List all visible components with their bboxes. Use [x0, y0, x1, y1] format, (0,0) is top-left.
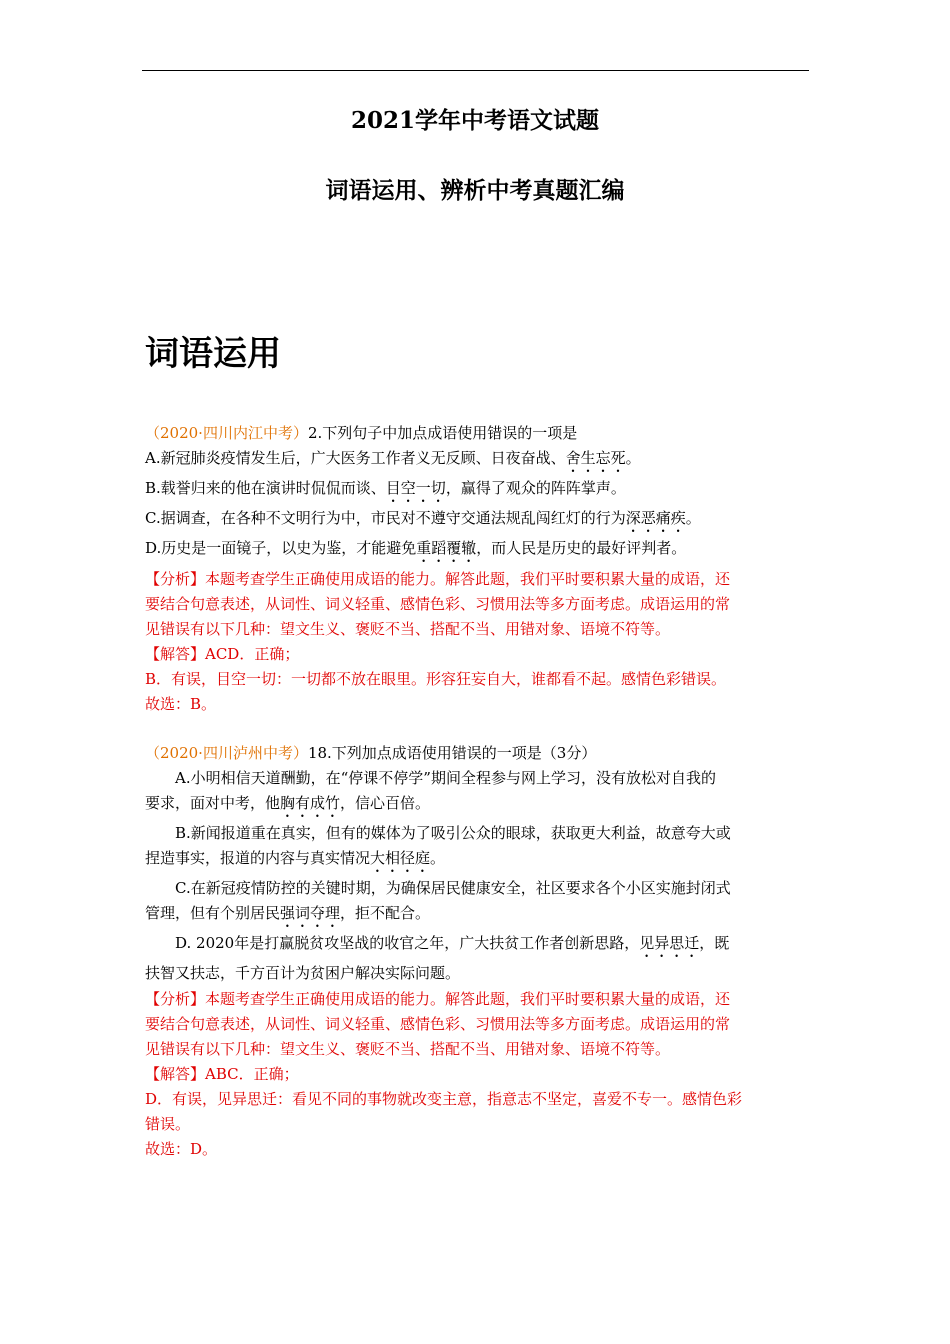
- q2-d-idiom: 见异思迁: [639, 934, 700, 952]
- q2-option-c-line-1: C.在新冠疫情防控的关键时期，为确保居民健康安全，社区要求各个小区实施封闭式: [175, 879, 731, 897]
- q1-analysis-line-3: 见错误有以下几种：望文生义、褒贬不当、搭配不当、用错对象、语境不符等。: [145, 620, 671, 638]
- q1-option-d: [145, 538, 686, 566]
- q2-c-end: ，拒不配合。: [340, 904, 431, 922]
- q1-explanation: B．有误，目空一切：一切都不放在眼里。形容狂妄自大，谁都看不起。感情色彩错误。: [145, 670, 727, 688]
- q1-option-a: [145, 448, 641, 476]
- q2-c-idiom: 强词夺理: [280, 904, 341, 922]
- q2-d-text: D. 2020年是打赢脱贫攻坚战的收官之年，广大扶贫工作者创新思路，: [175, 934, 640, 952]
- q2-a-end: ，信心百倍。: [340, 794, 431, 812]
- q1-source: （2020·四川内江中考）: [145, 424, 308, 442]
- q2-option-c-line-2: [145, 903, 430, 931]
- q2-b-idiom: 大相径庭: [370, 849, 431, 867]
- q1-a-idiom: 舍生忘死: [565, 449, 626, 467]
- q1-d-text: D.历史是一面镜子，以史为鉴，才能避免: [145, 539, 417, 557]
- q1-stem-line: [145, 423, 577, 443]
- q2-option-b-line-2: [145, 848, 445, 876]
- q2-explanation-line-2: 错误。: [145, 1115, 191, 1133]
- section-heading: 词语运用: [145, 334, 281, 374]
- q1-a-end: 。: [625, 449, 641, 467]
- q1-c-end: 。: [685, 509, 701, 527]
- q1-a-text: A.新冠肺炎疫情发生后，广大医务工作者义无反顾、日夜奋战、: [145, 449, 566, 467]
- q2-source: （2020·四川泸州中考）: [145, 744, 308, 762]
- q1-analysis-line-2: 要结合句意表述，从词性、词义轻重、感情色彩、习惯用法等多方面考虑。成语运用的常: [145, 595, 731, 613]
- q2-b-text: 捏造事实，报道的内容与真实情况: [145, 849, 371, 867]
- q1-answer: 【解答】ACD．正确；: [145, 645, 300, 663]
- header-rule: [142, 70, 809, 71]
- q2-d-end: ，既: [699, 934, 730, 952]
- q1-c-idiom: 深恶痛疾: [625, 509, 686, 527]
- q1-b-idiom: 目空一切: [385, 479, 446, 497]
- q1-option-b: [145, 478, 626, 506]
- q2-choice: 故选：D。: [145, 1140, 218, 1158]
- q1-d-idiom: 重蹈覆辙: [416, 539, 477, 557]
- q1-b-end: ，赢得了观众的阵阵掌声。: [445, 479, 626, 497]
- q2-option-a-line-1: A.小明相信天道酬勤，在“停课不停学”期间全程参与网上学习，没有放松对自我的: [175, 769, 716, 787]
- q2-option-b-line-1: B.新闻报道重在真实，但有的媒体为了吸引公众的眼球，获取更大利益，故意夸大或: [175, 824, 731, 842]
- q2-explanation-line-1: D．有误，见异思迁：看见不同的事物就改变主意，指意志不坚定，喜爱不专一。感情色彩: [145, 1090, 743, 1108]
- q2-stem: 18.下列加点成语使用错误的一项是（3分）: [307, 744, 597, 762]
- q2-analysis-line-1: 【分析】本题考查学生正确使用成语的能力。解答此题，我们平时要积累大量的成语，还: [145, 990, 731, 1008]
- q2-analysis-line-2: 要结合句意表述，从词性、词义轻重、感情色彩、习惯用法等多方面考虑。成语运用的常: [145, 1015, 731, 1033]
- q2-stem-line: [145, 743, 596, 763]
- q2-option-a-line-2: [145, 793, 430, 821]
- q2-analysis-line-3: 见错误有以下几种：望文生义、褒贬不当、搭配不当、用错对象、语境不符等。: [145, 1040, 671, 1058]
- q1-d-end: ，而人民是历史的最好评判者。: [476, 539, 687, 557]
- document-subtitle: 词语运用、辨析中考真题汇编: [325, 177, 625, 204]
- q1-option-c: [145, 508, 701, 536]
- q1-analysis-line-1: 【分析】本题考查学生正确使用成语的能力。解答此题，我们平时要积累大量的成语，还: [145, 570, 731, 588]
- q2-answer: 【解答】ABC．正确；: [145, 1065, 299, 1083]
- document-title: 2021学年中考语文试题: [350, 107, 599, 134]
- q2-b-end: 。: [430, 849, 446, 867]
- q2-a-idiom: 胸有成竹: [280, 794, 341, 812]
- q1-b-text: B.载誉归来的他在演讲时侃侃而谈、: [145, 479, 386, 497]
- q2-a-text: 要求，面对中考，他: [145, 794, 281, 812]
- q1-c-text: C.据调查，在各种不文明行为中，市民对不遵守交通法规乱闯红灯的行为: [145, 509, 626, 527]
- q2-option-d-line-2: 扶智又扶志，千方百计为贫困户解决实际问题。: [145, 964, 461, 982]
- q1-choice: 故选：B。: [145, 695, 217, 713]
- q2-option-d-line-1: [175, 933, 729, 961]
- q1-stem: 2.下列句子中加点成语使用错误的一项是: [307, 424, 578, 442]
- q2-c-text: 管理，但有个别居民: [145, 904, 281, 922]
